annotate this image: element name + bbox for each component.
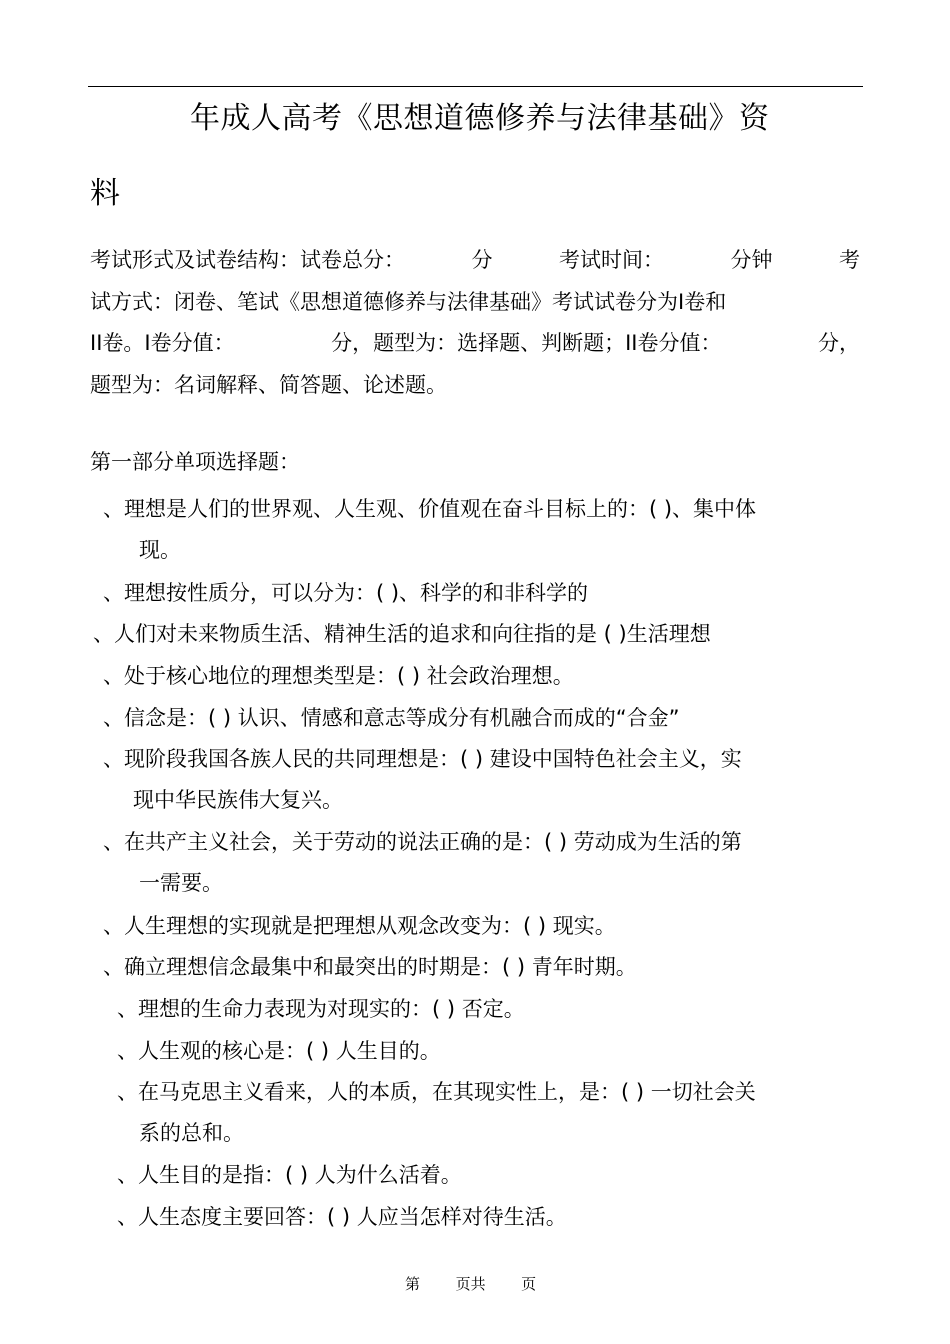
section-heading: 第一部分单项选择题：: [90, 450, 300, 474]
question-4-line-1: 、处于核心地位的理想类型是：( ) 社会政治理想。: [103, 664, 574, 688]
question-14: [117, 1201, 567, 1231]
exam-time-label: 考试时间：: [559, 248, 664, 272]
question-13: [117, 1159, 462, 1189]
exam-info-row-1: [90, 240, 860, 282]
question-7: [103, 826, 742, 897]
question-1-line-1: 、理想是人们的世界观、人生观、价值观在奋斗目标上的：( )、集中体: [103, 497, 757, 521]
question-5-line-1: 、信念是：( ) 认识、情感和意志等成分有机融合而成的“合金”: [103, 706, 680, 730]
exam-method-start: 考: [839, 248, 860, 272]
question-11-line-1: 、人生观的核心是：( ) 人生目的。: [117, 1039, 441, 1063]
question-9: [103, 951, 637, 981]
question-6-line-2: 现中华民族伟大复兴。: [133, 788, 343, 812]
footer-page-unit: 页共: [455, 1275, 486, 1293]
question-4: [103, 660, 574, 690]
question-10: [117, 993, 525, 1023]
question-11: [117, 1035, 441, 1065]
question-7-line-2: 一需要。: [139, 871, 223, 895]
page-footer: [405, 1273, 536, 1294]
question-8-line-1: 、人生理想的实现就是把理想从观念改变为：( ) 现实。: [103, 914, 616, 938]
question-6: [103, 743, 742, 814]
footer-total-unit: 页: [521, 1275, 537, 1293]
total-score-unit: 分: [471, 248, 493, 272]
question-2: [103, 577, 588, 607]
question-1-line-2: 现。: [139, 538, 181, 562]
question-2-line-1: 、理想按性质分，可以分为：( )、科学的和非科学的: [103, 581, 589, 605]
question-14-line-1: 、人生态度主要回答：( ) 人应当怎样对待生活。: [117, 1205, 567, 1229]
exam-time-unit: 分钟: [730, 248, 773, 272]
exam-format-label: 考试形式及试卷结构：试卷总分：: [90, 248, 405, 272]
question-6-line-1: 、现阶段我国各族人民的共同理想是：( ) 建设中国特色社会主义，实: [103, 747, 742, 771]
question-9-line-1: 、确立理想信念最集中和最突出的时期是：( ) 青年时期。: [103, 955, 637, 979]
question-3: [93, 618, 711, 648]
question-5: [103, 702, 680, 732]
paper-one-score-label: II卷。I卷分值：: [90, 331, 235, 355]
exam-info-row-4: [90, 365, 860, 407]
question-8: [103, 910, 616, 940]
document-title: [0, 0, 950, 220]
question-3-line-1: 、人们对未来物质生活、精神生活的追求和向往指的是 ( )生活理想: [93, 622, 711, 646]
title-line-2: 料: [90, 176, 120, 211]
question-12-line-1: 、在马克思主义看来，人的本质，在其现实性上，是：( ) 一切社会关: [117, 1080, 756, 1104]
question-1: [103, 493, 756, 564]
exam-info-paragraph: [90, 240, 860, 406]
question-12: [117, 1076, 756, 1147]
question-12-line-2: 系的总和。: [139, 1121, 244, 1145]
question-7-line-1: 、在共产主义社会，关于劳动的说法正确的是：( ) 劳动成为生活的第: [103, 830, 742, 854]
exam-info-row-3: [90, 323, 860, 365]
exam-info-row-2: [90, 282, 860, 324]
paper-two-score-unit: 分，: [817, 331, 860, 355]
paper-one-types: 分，题型为：选择题、判断题；II卷分值：: [331, 331, 722, 355]
question-10-line-1: 、理想的生命力表现为对现实的：( ) 否定。: [117, 997, 525, 1021]
footer-page-label: 第: [405, 1275, 421, 1293]
question-13-line-1: 、人生目的是指：( ) 人为什么活着。: [117, 1163, 462, 1187]
title-line-1: 年成人高考《思想道德修养与法律基础》资: [190, 101, 770, 136]
paper-two-types: 题型为：名词解释、简答题、论述题。: [90, 372, 447, 397]
exam-method-text: 试方式：闭卷、笔试《思想道德修养与法律基础》考试试卷分为I卷和: [90, 289, 727, 314]
